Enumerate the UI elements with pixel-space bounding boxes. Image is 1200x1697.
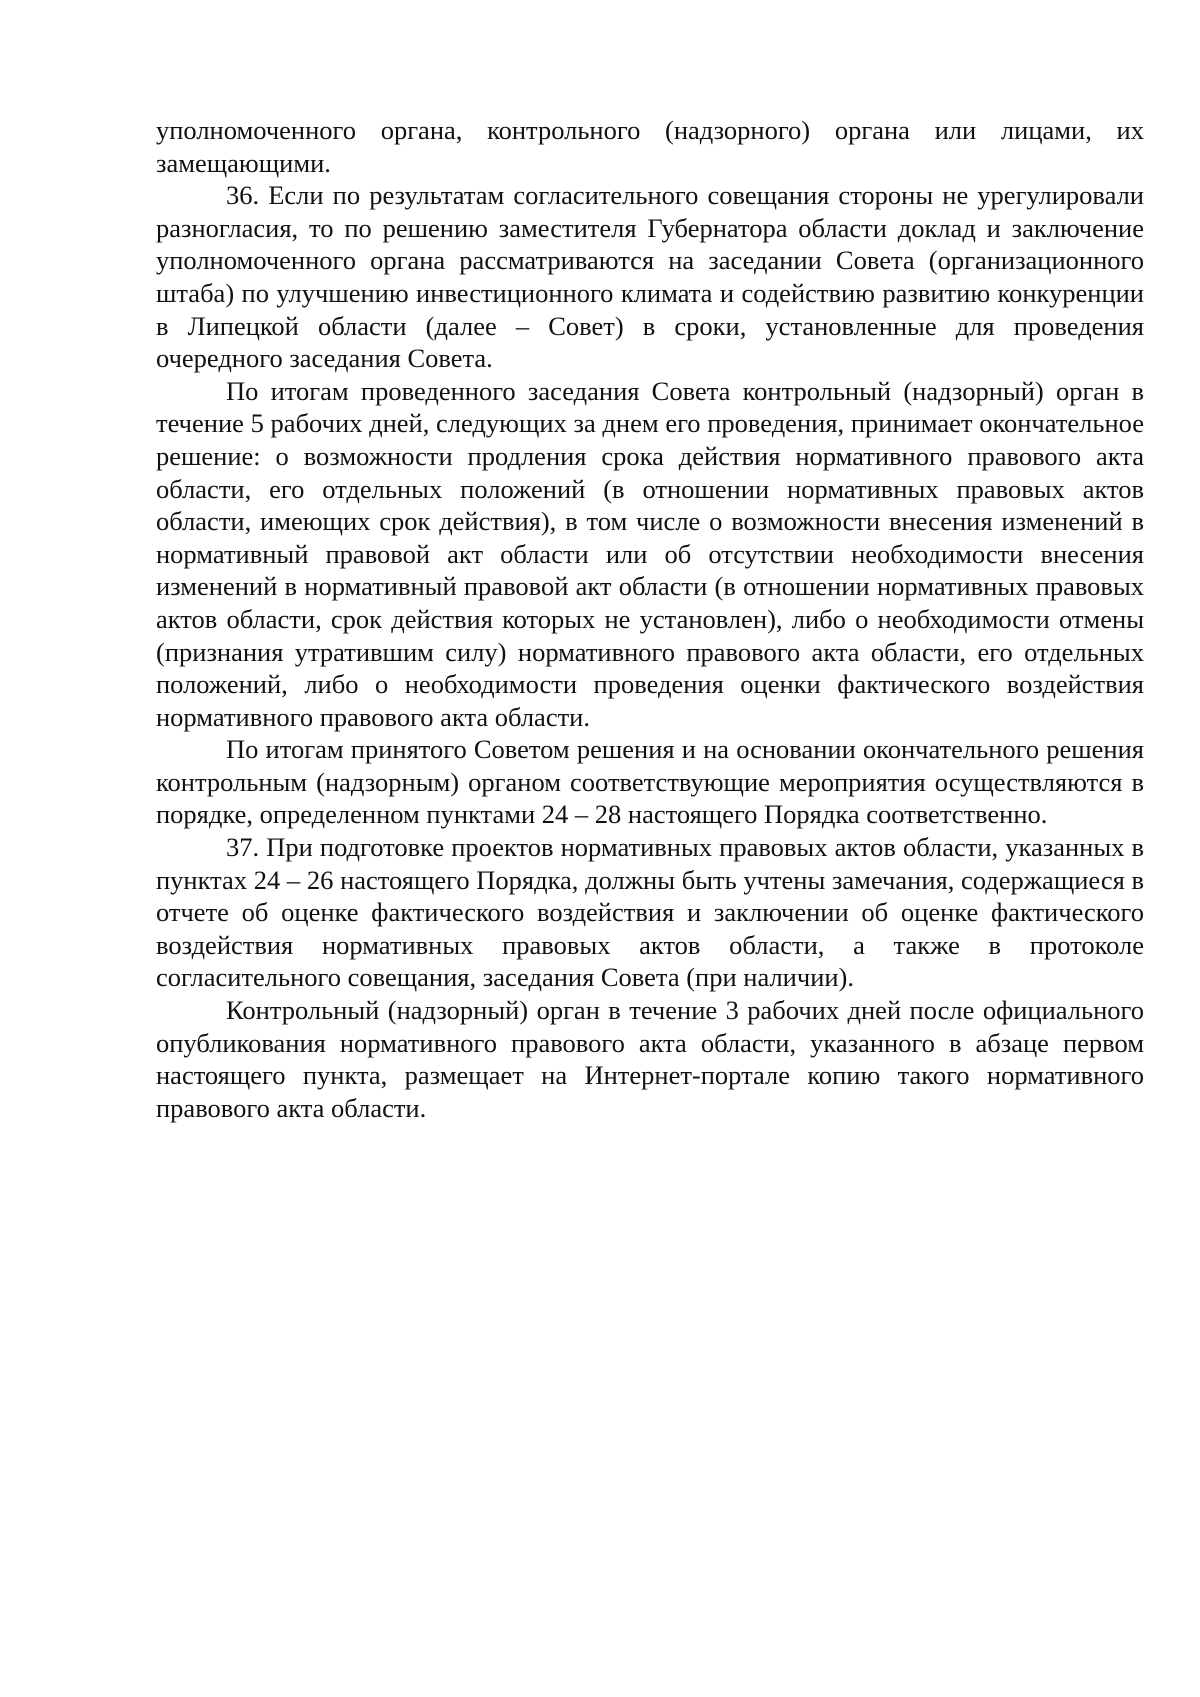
paragraph-item-36: 36. Если по результатам согласительного совещания стороны не урегулировали разногласия, то по решению заместителя Губернатора области доклад и заключение уполномоченного органа рассматриваются на заседании Совета (организационного штаба) по улучшению инвестиционного климата и содействию развитию конкуренции в Липецкой области (далее – Совет) в сроки, установленные для проведения очередного заседания Совета. — [156, 180, 1144, 374]
paragraph-council-results: По итогам проведенного заседания Совета контрольный (надзорный) орган в течение 5 рабочих дней, следующих за днем его проведения, принимает окончательное решение: о возможности продления срока действия нормативного правового акта области, его отдельных положений (в отношении нормативных правовых актов области, имеющих срок действия), в том числе о возможности внесения изменений в нормативный правовой акт области или об отсутствии необходимости внесения изменений в нормативный правовой акт области (в отношении нормативных правовых актов области, срок действия которых не установлен), либо о необходимости отмены (признания утратившим силу) нормативного правового акта области, его отдельных положений, либо о необходимости проведения оценки фактического воздействия нормативного правового акта области. — [156, 375, 1144, 732]
paragraph-publication: Контрольный (надзорный) орган в течение 3 рабочих дней после официального опубликования нормативного правового акта области, указанного в абзаце первом настоящего пункта, размещает на Интернет-портале копию такого нормативного правового акта области. — [156, 995, 1144, 1123]
document-body — [156, 114, 1144, 1124]
paragraph-continuation: уполномоченного органа, контрольного (надзорного) органа или лицами, их замещающими. — [156, 115, 1144, 178]
paragraph-council-decision: По итогам принятого Советом решения и на основании окончательного решения контрольным (надзорным) органом соответствующие мероприятия осуществляются в порядке, определенном пунктами 24 – 28 настоящего Порядка соответственно. — [156, 734, 1144, 830]
paragraph-item-37: 37. При подготовке проектов нормативных правовых актов области, указанных в пунктах 24 – 26 настоящего Порядка, должны быть учтены замечания, содержащиеся в отчете об оценке фактического воздействия и заключении об оценке фактического воздействия нормативных правовых актов области, а также в протоколе согласительного совещания, заседания Совета (при наличии). — [156, 832, 1144, 993]
